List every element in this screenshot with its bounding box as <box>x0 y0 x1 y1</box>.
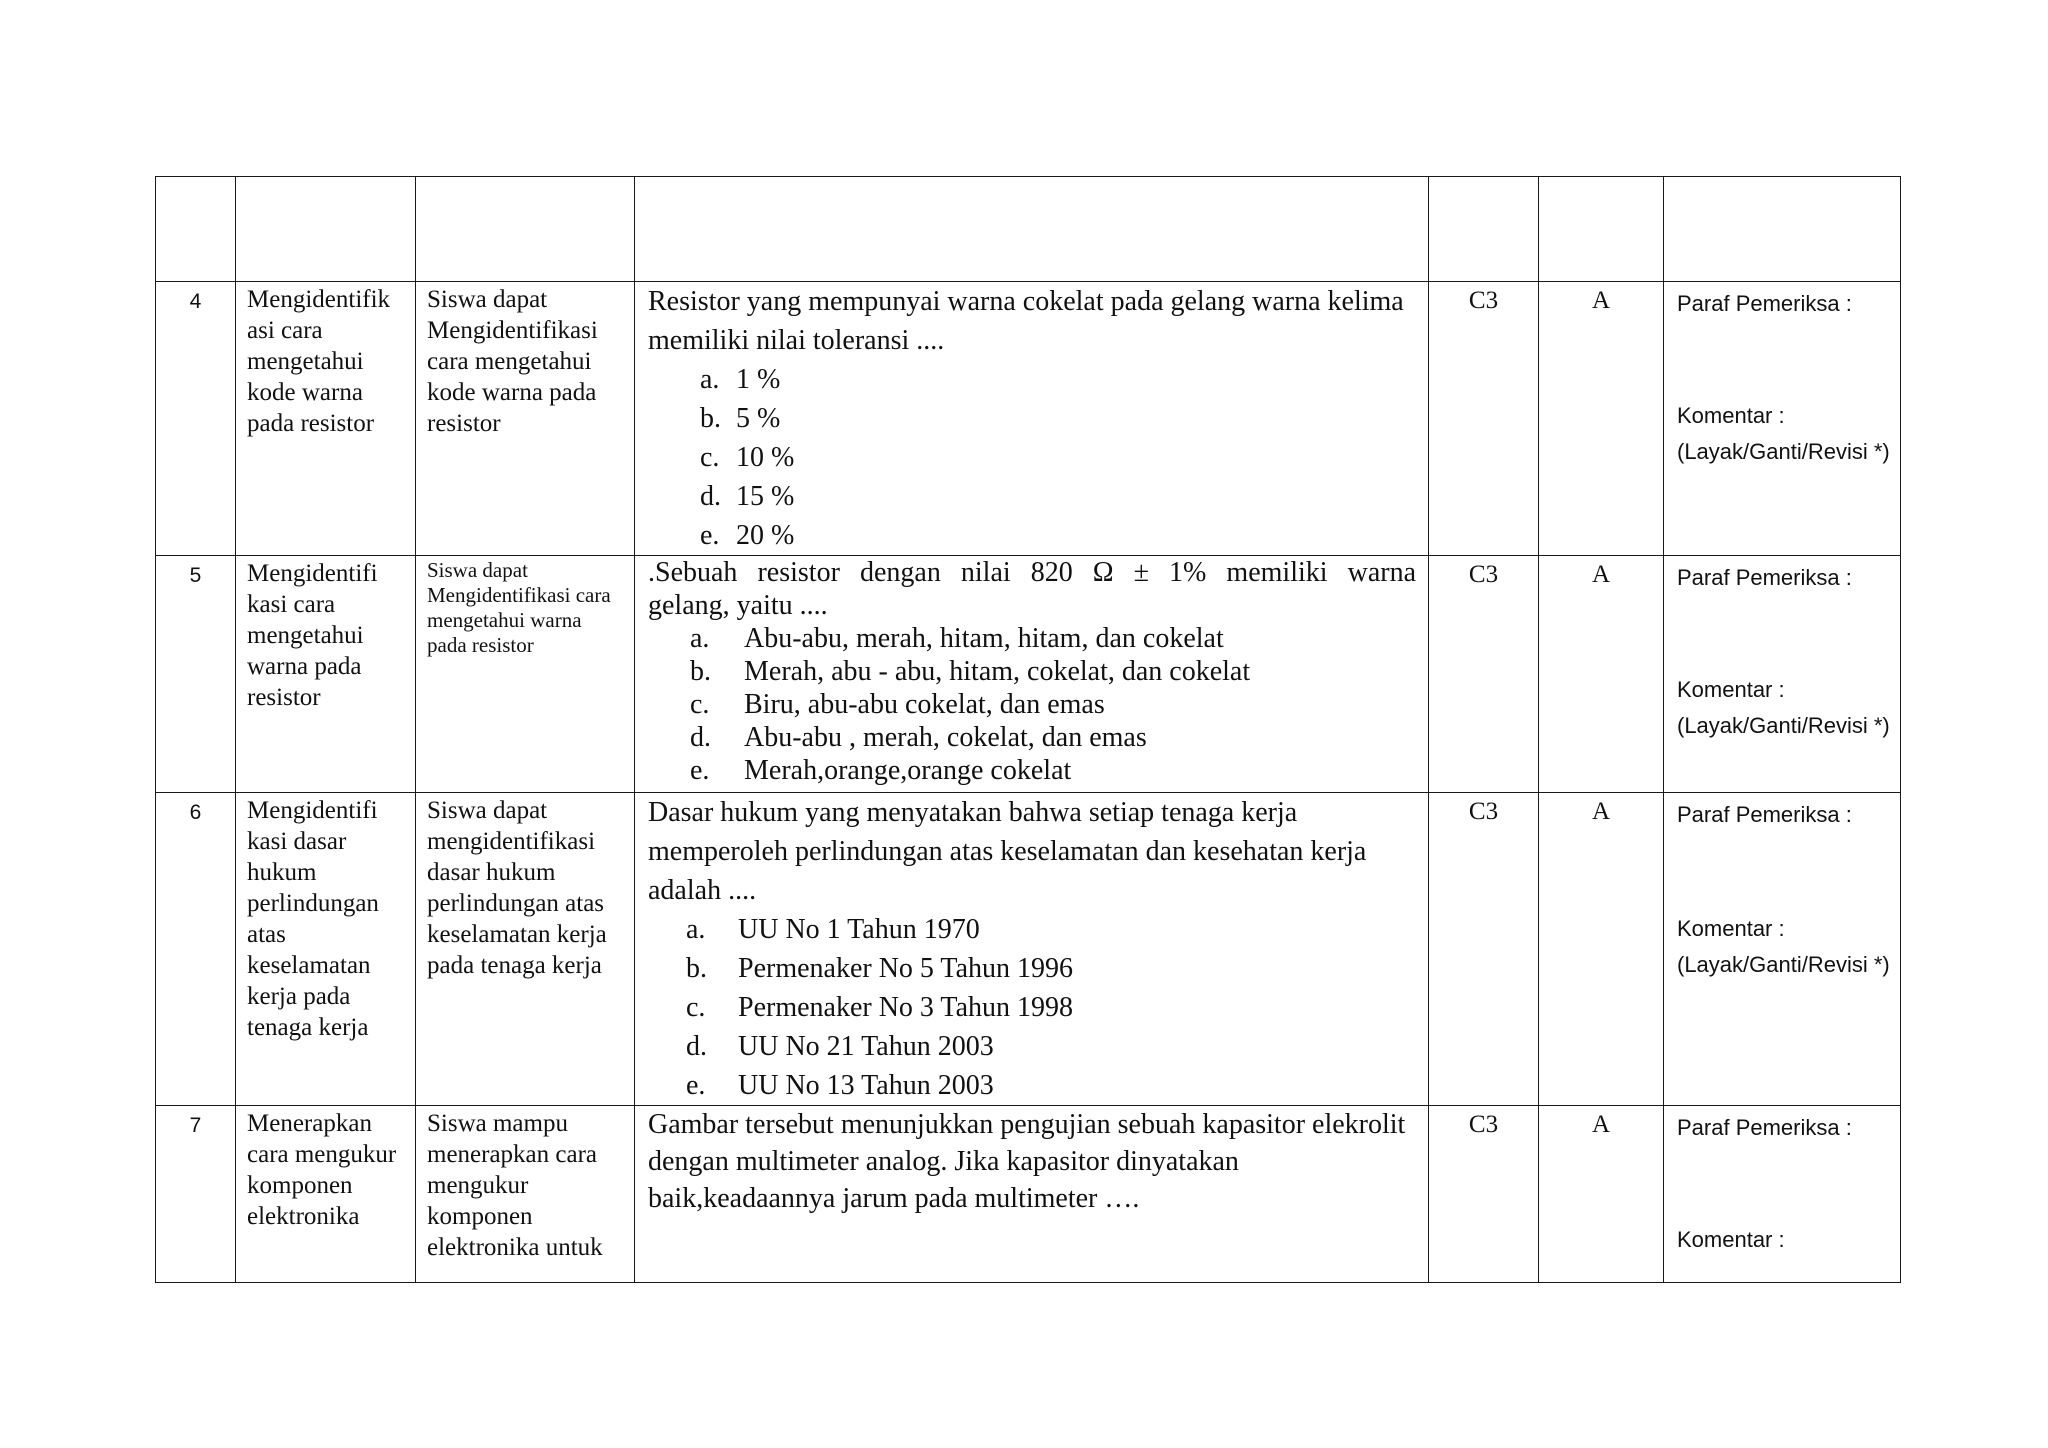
paraf-label: Paraf Pemeriksa : <box>1677 565 1852 590</box>
option-item: a. UU No 1 Tahun 1970 <box>686 914 980 945</box>
indikator-text: Mengidentifi kasi cara mengetahui warna pada resistor <box>236 556 416 793</box>
tujuan-text: Siswa dapat Mengidentifikasi cara mengetahui kode warna pada resistor <box>416 282 635 556</box>
table-row-4 <box>156 282 1901 556</box>
question-stem: Resistor yang mempunyai warna cokelat pada gelang warna kelima memiliki nilai toleransi .... <box>648 286 1404 356</box>
question-cell <box>635 1106 1429 1283</box>
option-list <box>648 622 1416 787</box>
option-item: c. Biru, abu-abu cokelat, dan emas <box>690 689 1105 720</box>
review-cell <box>1664 793 1901 1106</box>
option-list <box>648 360 1416 555</box>
option-item: b. Permenaker No 5 Tahun 1996 <box>686 953 1074 984</box>
option-item: c. Permenaker No 3 Tahun 1998 <box>686 992 1074 1023</box>
cell-soal <box>635 177 1429 282</box>
answer-key: A <box>1539 1106 1664 1283</box>
option-list <box>648 910 1416 1105</box>
table-row-empty <box>156 177 1901 282</box>
option-item: e. Merah,orange,orange cokelat <box>690 755 1072 786</box>
cell-level <box>1429 177 1539 282</box>
question-stem: Gambar tersebut menunjukkan pengujian sebuah kapasitor elekrolit dengan multimeter analog. Jika kapasitor dinyatakan baik,keadaannya jarum pada multimeter …. <box>648 1109 1406 1214</box>
option-item: d. UU No 21 Tahun 2003 <box>686 1031 994 1062</box>
cognitive-level: C3 <box>1429 1106 1539 1283</box>
tujuan-text: Siswa mampu menerapkan cara mengukur komponen elektronika untuk <box>416 1106 635 1283</box>
answer-key: A <box>1539 556 1664 793</box>
komentar-label: Komentar : <box>1677 403 1785 428</box>
cell-kunci <box>1539 177 1664 282</box>
cognitive-level: C3 <box>1429 282 1539 556</box>
paraf-label: Paraf Pemeriksa : <box>1677 1115 1852 1140</box>
cell-indikator <box>236 177 416 282</box>
question-cell <box>635 556 1429 793</box>
tujuan-text: Siswa dapat Mengidentifikasi cara mengetahui warna pada resistor <box>416 556 635 793</box>
table-row-6 <box>156 793 1901 1106</box>
komentar-label: Komentar : <box>1677 677 1785 702</box>
komentar-label: Komentar : <box>1677 916 1785 941</box>
question-cell <box>635 793 1429 1106</box>
cognitive-level: C3 <box>1429 793 1539 1106</box>
item-number: 7 <box>156 1106 236 1283</box>
question-cell <box>635 282 1429 556</box>
option-item: c. 10 % <box>700 442 795 473</box>
table-row-5 <box>156 556 1901 793</box>
item-review-table <box>155 176 1901 1283</box>
cell-tujuan <box>416 177 635 282</box>
table-row-7 <box>156 1106 1901 1283</box>
review-cell <box>1664 556 1901 793</box>
option-item: b. 5 % <box>700 403 781 434</box>
item-number: 5 <box>156 556 236 793</box>
question-stem: Dasar hukum yang menyatakan bahwa setiap tenaga kerja memperoleh perlindungan atas keselamatan dan kesehatan kerja adalah .... <box>648 797 1367 906</box>
komentar-choices: (Layak/Ganti/Revisi *) <box>1677 439 1890 464</box>
tujuan-text: Siswa dapat mengidentifikasi dasar hukum perlindungan atas keselamatan kerja pada tenaga kerja <box>416 793 635 1106</box>
indikator-text: Mengidentifi kasi dasar hukum perlindungan atas keselamatan kerja pada tenaga kerja <box>236 793 416 1106</box>
option-item: a. Abu-abu, merah, hitam, hitam, dan cokelat <box>690 623 1224 654</box>
option-item: e. 20 % <box>700 520 795 551</box>
indikator-text: Mengidentifik asi cara mengetahui kode warna pada resistor <box>236 282 416 556</box>
question-stem-cont: gelang, yaitu .... <box>648 590 828 621</box>
answer-key: A <box>1539 793 1664 1106</box>
cell-review <box>1664 177 1901 282</box>
paraf-label: Paraf Pemeriksa : <box>1677 291 1852 316</box>
komentar-choices: (Layak/Ganti/Revisi *) <box>1677 713 1890 738</box>
cell-no <box>156 177 236 282</box>
option-item: d. Abu-abu , merah, cokelat, dan emas <box>690 722 1147 753</box>
question-stem: .Sebuah resistor dengan nilai 820 Ω ± 1% memiliki warna <box>648 557 1416 588</box>
komentar-label: Komentar : <box>1677 1227 1785 1252</box>
indikator-text: Menerapkan cara mengukur komponen elektronika <box>236 1106 416 1283</box>
cognitive-level: C3 <box>1429 556 1539 793</box>
option-item: b. Merah, abu - abu, hitam, cokelat, dan cokelat <box>690 656 1251 687</box>
answer-key: A <box>1539 282 1664 556</box>
item-number: 6 <box>156 793 236 1106</box>
option-item: d. 15 % <box>700 481 795 512</box>
item-number: 4 <box>156 282 236 556</box>
paraf-label: Paraf Pemeriksa : <box>1677 802 1852 827</box>
option-item: a. 1 % <box>700 364 781 395</box>
review-cell <box>1664 282 1901 556</box>
komentar-choices: (Layak/Ganti/Revisi *) <box>1677 952 1890 977</box>
review-cell <box>1664 1106 1901 1283</box>
option-item: e. UU No 13 Tahun 2003 <box>686 1070 994 1101</box>
